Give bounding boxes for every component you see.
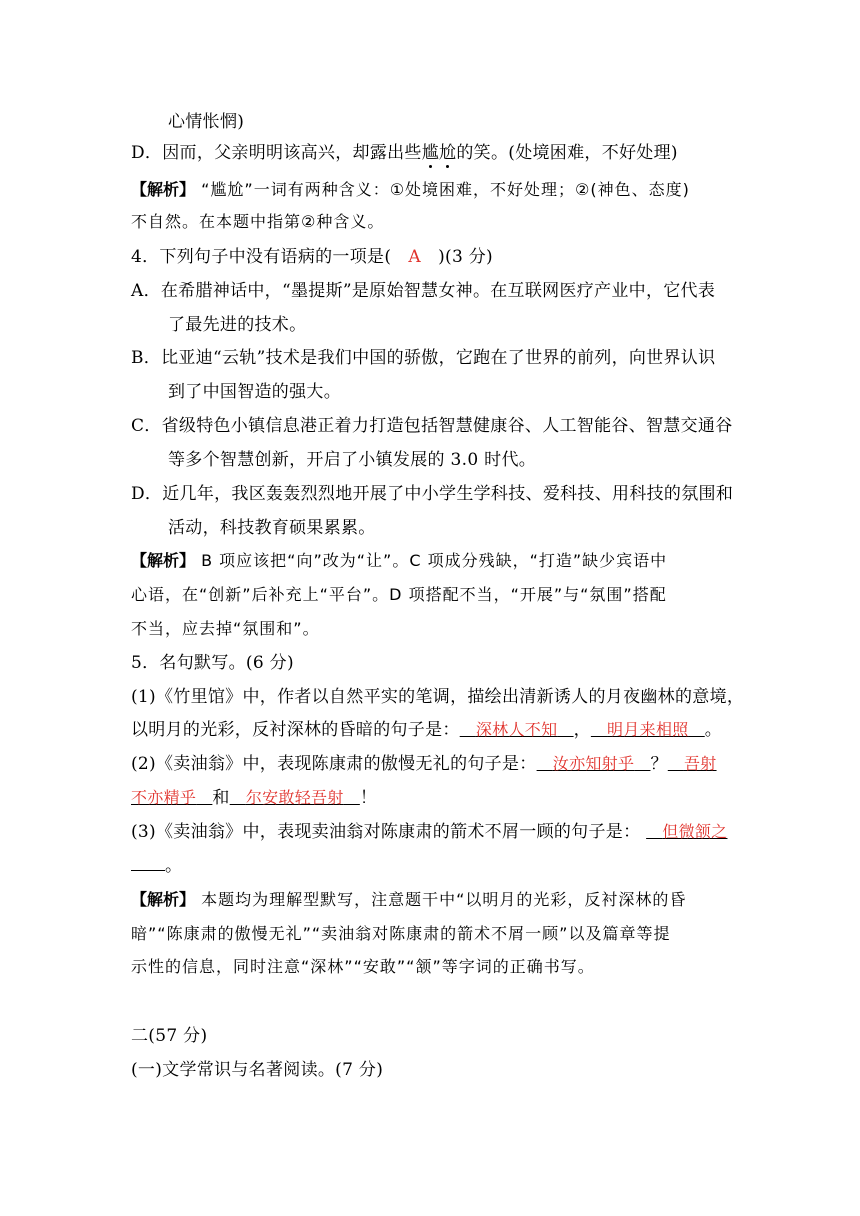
text: (1)《竹里馆》中，作者以自然平实的笔调，描绘出清新诱人的月夜幽林的意境， — [131, 687, 745, 707]
q5-part1-line2 — [131, 718, 722, 742]
text: 到了中国智造的强大。 — [168, 382, 341, 402]
answer-blank-1 — [460, 720, 574, 739]
text: 。 — [704, 720, 723, 740]
answer: 深林人不知 — [475, 720, 558, 739]
text: )(3 分) — [438, 247, 493, 267]
q5-part2-line1 — [131, 752, 717, 776]
text: 活动，科技教育硕果累累。 — [168, 518, 376, 538]
text: 不当，应去掉“氛围和”。 — [131, 619, 320, 638]
answer: 汝亦知射乎 — [552, 754, 635, 773]
answer: 明月来相照 — [607, 720, 689, 739]
text: 和 — [212, 788, 230, 808]
answer-blank-5 — [230, 788, 360, 807]
q5-part3-line2 — [131, 854, 182, 878]
analysis-3-line1 — [131, 888, 686, 912]
answer: 但微颔之 — [662, 822, 728, 841]
text: A．在希腊神话中，“墨提斯”是原始智慧女神。在互联网医疗产业中，它代表 — [131, 281, 716, 301]
answer-blank-3 — [537, 754, 651, 773]
text: (2)《卖油翁》中，表现陈康肃的傲慢无礼的句子是： — [131, 754, 537, 774]
text: ， — [573, 720, 591, 740]
answer: A — [408, 247, 421, 267]
q4-option-c — [131, 414, 733, 438]
text: (3)《卖油翁》中，表现卖油翁对陈康肃的箭术不屑一顾的句子是： — [131, 822, 641, 842]
question-4-stem — [131, 245, 493, 269]
option-d — [131, 141, 678, 165]
analysis-label: 【解析】 — [131, 180, 196, 199]
q5-part3-line1 — [131, 820, 727, 844]
text: 本题均为理解型默写，注意题干中“以明月的光彩，反衬深林的昏 — [201, 890, 687, 909]
q4-option-d-cont — [168, 516, 376, 540]
q4-option-c-cont — [168, 448, 536, 472]
text: C．省级特色小镇信息港正着力打造包括智慧健康谷、人工智能谷、智慧交通谷 — [131, 416, 733, 436]
text: 示性的信息，同时注意“深林”“安敢”“颔”等字词的正确书写。 — [131, 957, 595, 976]
text: “尴尬”一词有两种含义：①处境困难，不好处理；②(神色、态度) — [201, 180, 690, 199]
analysis-3-line2 — [131, 922, 670, 946]
answer: 尔安敢轻吾射 — [245, 788, 344, 807]
text: 4．下列句子中没有语病的一项是( — [131, 247, 392, 267]
answer-blank-4b — [131, 788, 212, 807]
text: 暗”“陈康肃的傲慢无礼”“卖油翁对陈康肃的箭术不屑一顾”以及篇章等提 — [131, 924, 671, 943]
analysis-1-line2 — [131, 210, 384, 234]
q4-option-a — [131, 279, 715, 303]
section-2-title — [131, 1024, 207, 1048]
text: 了最先进的技术。 — [168, 315, 307, 335]
text: 等多个智慧创新，开启了小镇发展的 3.0 时代。 — [168, 450, 537, 470]
analysis-2-line1 — [131, 549, 667, 573]
answer: 吾射 — [683, 754, 717, 773]
text: D．近几年，我区轰轰烈烈地开展了中小学生学科技、爱科技、用科技的氛围和 — [131, 484, 734, 504]
text: ？ — [650, 754, 668, 774]
answer: 不亦精乎 — [131, 788, 197, 807]
q5-part1-line1 — [131, 685, 744, 709]
text: B 项应该把“向”改为“让”。C 项成分残缺，“打造”缺少宾语中 — [201, 551, 668, 570]
text: 心情怅惘) — [168, 112, 245, 132]
text: (一)文学常识与名著阅读。(7 分) — [131, 1060, 384, 1080]
text: 不自然。在本题中指第②种含义。 — [131, 212, 385, 231]
question-5-stem — [131, 651, 294, 675]
text: 5．名句默写。(6 分) — [131, 653, 294, 673]
analysis-label: 【解析】 — [131, 890, 196, 909]
blank-line — [131, 854, 165, 871]
emphasis-char: 尴 — [421, 143, 440, 163]
text: 以明月的光彩，反衬深林的昏暗的句子是： — [131, 720, 460, 740]
answer-blank-2 — [591, 720, 705, 739]
text: D．因而，父亲明明该高兴，却露出些 — [131, 143, 422, 163]
section-2-subtitle — [131, 1058, 383, 1082]
q4-option-a-cont — [168, 313, 306, 337]
text: 。 — [165, 856, 183, 876]
option-c-continuation — [168, 110, 244, 134]
text: ！ — [359, 788, 378, 808]
q5-part2-line2 — [131, 786, 377, 810]
q4-option-b-cont — [168, 380, 341, 404]
analysis-1-line1 — [131, 178, 690, 202]
text: 的笑。(处境困难，不好处理) — [456, 143, 678, 163]
q4-option-b — [131, 346, 715, 370]
text: 心语，在“创新”后补充上“平台”。D 项搭配不当，“开展”与“氛围”搭配 — [131, 585, 667, 604]
text: 二(57 分) — [131, 1026, 208, 1046]
analysis-3-line3 — [131, 955, 595, 979]
q4-option-d — [131, 482, 733, 506]
analysis-2-line3 — [131, 617, 320, 641]
emphasis-char: 尬 — [439, 143, 457, 163]
answer-blank-6 — [646, 822, 727, 841]
answer-blank-4a — [668, 754, 717, 773]
analysis-label: 【解析】 — [131, 551, 196, 570]
analysis-2-line2 — [131, 583, 667, 607]
text: B．比亚迪“云轨”技术是我们中国的骄傲，它跑在了世界的前列，向世界认识 — [131, 348, 716, 368]
